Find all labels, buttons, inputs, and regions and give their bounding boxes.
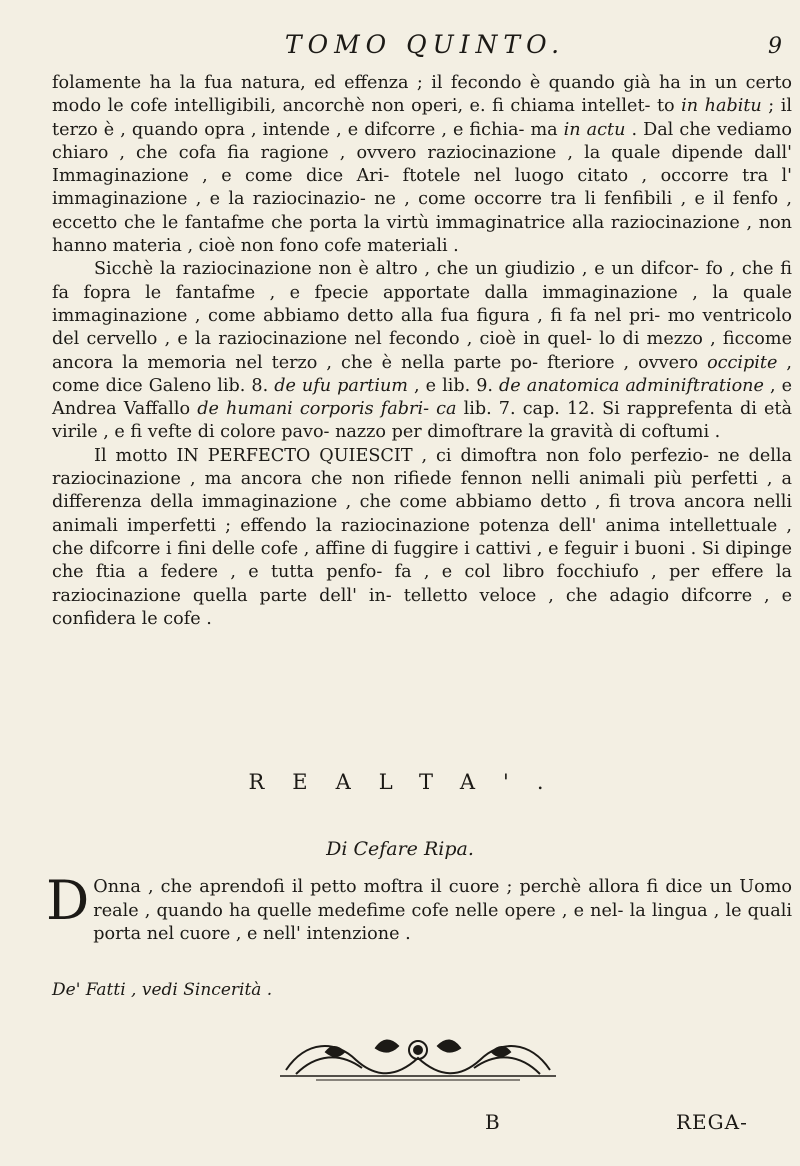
drop-cap: D: [46, 869, 90, 932]
book-title: de anatomica adminiftratione: [499, 375, 764, 396]
book-title: de ufu partium: [274, 375, 408, 396]
signature-mark: B: [485, 1110, 500, 1134]
paragraph-3: Il motto IN PERFECTO QUIESCIT , ci dimoftra non folo perfezio- ne della raziocinazione , ma ancora che non rifiede fennon nelli animali più perfetti , a differenza della immaginazione , che come abbiamo detto , fi trova ancora nelli animali imperfetti ; effendo la raziocinazione potenza dell' anima intellettuale , che difcorre i fini delle cofe , affine di fuggire i cattivi , e feguir i buoni . Si dipinge che ftia a federe , e tutta penfo- fa , e col libro focchiufo , per effere la raziocinazione quella parte dell' in- telletto veloce , che adagio difcorre , e confidera le cofe .: [52, 445, 792, 629]
book-title: de humani corporis fabri- ca: [197, 399, 457, 420]
catchword: REGA-: [676, 1110, 748, 1134]
latin-term: in habitu: [681, 96, 762, 117]
entry-paragraph: D Onna , che aprendofi il petto moftra il cuore ; perchè allora fi dice un Uomo reale , quando ha quelle medefime cofe nelle opere , e nel- la lingua , le quali porta nel cuore , e nell' intenzione .: [46, 869, 792, 944]
ornament-icon: [276, 1030, 560, 1084]
cross-reference: De' Fatti , vedi Sincerità .: [52, 980, 273, 1000]
page-header: [60, 30, 790, 70]
section-author: Di Cefare Ripa.: [326, 838, 474, 860]
main-text: [52, 72, 792, 631]
section-title: REALTA'.: [248, 770, 572, 794]
latin-term: in actu: [563, 119, 626, 140]
page-number: 9: [768, 34, 782, 59]
paragraph-2: Sicchè la raziocinazione non è altro , che un giudizio , e un difcor- fo , che fi fa fopra le fantafme , e fpecie apportate dalla immaginazione , la quale immaginazione , come abbiamo detto alla fua figura , fi fa nel pri- mo ventricolo del cervello , e la raziocinazione nel fecondo , cioè in quel- lo di mezzo , ficcome ancora la memoria nel terzo , che è nella parte po- fteriore , ovvero occipite , come dice Galeno lib. 8. de ufu partium , e lib. 9. de anatomica adminiftratione , e Andrea Vaffallo de humani corporis fabri- ca lib. 7. cap. 12. Si rapprefenta di età virile , e fi vefte di colore pavo- nazzo per dimoftrare la gravità di coftumi .: [52, 259, 792, 443]
running-title: TOMO QUINTO.: [284, 30, 566, 59]
paragraph-1: folamente ha la fua natura, ed effenza ; il fecondo è quando già ha in un certo modo le cofe intelligibili, ancorchè non operi, e. fi chiama intellet- to in habitu ; il terzo è , quando opra , intende , e difcorre , e fichia- ma in actu . Dal che vediamo chiaro , che cofa fia ragione , ovvero raziocinazione , la quale dipende dall' Immaginazione , e come dice Ari- ftotele nel luogo citato , occorre tra l' immaginazione , e la raziocinazio- ne , come occorre tra li fenfibili , e il fenfo , eccetto che le fantafme che porta la virtù immaginatrice alla raziocinazione , non hanno materia , cioè non fono cofe materiali .: [52, 73, 792, 257]
latin-term: occipite: [707, 352, 778, 373]
